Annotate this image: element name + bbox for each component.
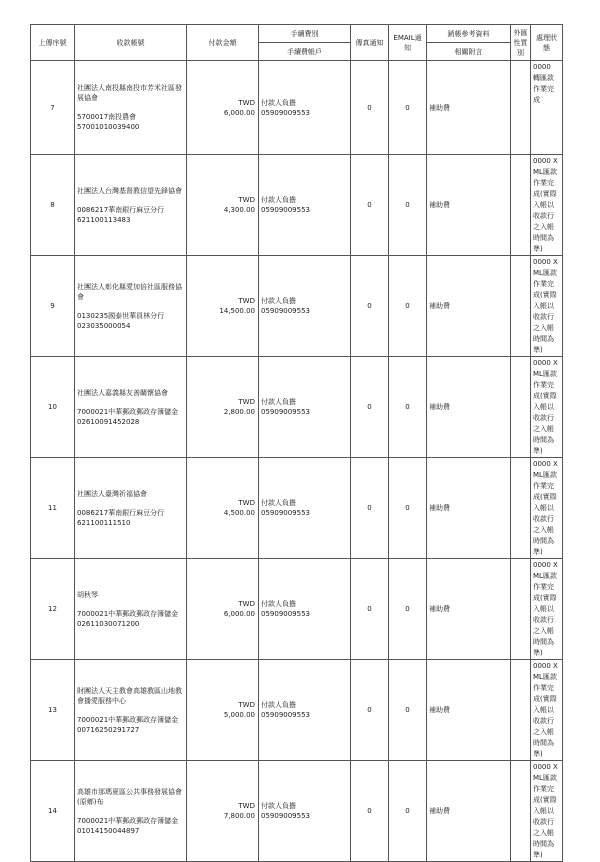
- row-ref: 補助費: [427, 761, 511, 862]
- row-fax: 0: [351, 357, 389, 458]
- receiver-account: 0086217華南銀行麻豆分行 621100113483: [77, 205, 165, 224]
- row-fee: 付款人負擔 05909009553: [259, 256, 351, 357]
- table-row: [31, 61, 563, 155]
- header-amount: 付款金額: [187, 25, 259, 61]
- row-foreign: [511, 155, 531, 256]
- table-row: [31, 660, 563, 761]
- row-seq: 14: [31, 761, 75, 862]
- remittance-table: [30, 24, 563, 862]
- table-body: [31, 61, 563, 862]
- table-header-row: [31, 25, 563, 61]
- row-receiver: [75, 458, 187, 559]
- header-ref: [427, 25, 511, 61]
- table-row: [31, 458, 563, 559]
- row-status: 0000 XML匯款作業完成(實際入帳以收款行之入帳時間為準): [531, 155, 563, 256]
- row-ref: 補助費: [427, 458, 511, 559]
- row-amount: TWD 6,000.00: [187, 559, 259, 660]
- receiver-account: 7000021中華郵政郵政存簿儲金 02611030071200: [77, 609, 179, 628]
- header-foreign: 外匯性質別: [511, 25, 531, 61]
- row-email: 0: [389, 660, 427, 761]
- row-email: 0: [389, 256, 427, 357]
- receiver-name: 社團法人南投縣南投市芳米社區發展協會: [77, 84, 182, 102]
- row-email: 0: [389, 155, 427, 256]
- row-amount: TWD 4,500.00: [187, 458, 259, 559]
- row-email: 0: [389, 61, 427, 155]
- row-ref: 補助費: [427, 256, 511, 357]
- row-email: 0: [389, 458, 427, 559]
- receiver-name: 胡秋琴: [77, 590, 98, 599]
- remittance-report-page: [30, 24, 562, 862]
- row-fee: 付款人負擔 05909009553: [259, 155, 351, 256]
- row-fax: 0: [351, 61, 389, 155]
- row-status: 0000 轉匯款作業完成: [531, 61, 563, 155]
- row-email: 0: [389, 357, 427, 458]
- header-status: 處理狀態: [531, 25, 563, 61]
- row-foreign: [511, 458, 531, 559]
- receiver-name: 社團法人彰化縣愛加倍社區服務協會: [77, 282, 182, 301]
- row-fax: 0: [351, 660, 389, 761]
- row-amount: TWD 7,800.00: [187, 761, 259, 862]
- row-status: 0000 XML匯款作業完成(實際入帳以收款行之入帳時間為準): [531, 660, 563, 761]
- header-ref-data: 銷帳參考資料: [427, 25, 510, 43]
- header-receiver: 收款帳號: [75, 25, 187, 61]
- header-email: EMAIL通知: [389, 25, 427, 61]
- receiver-account: 7000021中華郵政郵政存簿儲金 02610091452028: [77, 407, 179, 426]
- row-amount: TWD 14,500.00: [187, 256, 259, 357]
- receiver-account: 7000021中華郵政郵政存簿儲金 01014150044897: [77, 816, 179, 835]
- row-foreign: [511, 61, 531, 155]
- row-fax: 0: [351, 458, 389, 559]
- row-status: 0000 XML匯款作業完成(實際入帳以收款行之入帳時間為準): [531, 559, 563, 660]
- row-fax: 0: [351, 559, 389, 660]
- table-row: [31, 761, 563, 862]
- header-fax: 傳真通知: [351, 25, 389, 61]
- row-fee: 付款人負擔 05909009553: [259, 660, 351, 761]
- receiver-account: 7000021中華郵政郵政存簿儲金 00716250291727: [77, 715, 179, 734]
- row-seq: 8: [31, 155, 75, 256]
- row-fee: 付款人負擔 05909009553: [259, 458, 351, 559]
- row-seq: 13: [31, 660, 75, 761]
- row-ref: 補助費: [427, 660, 511, 761]
- row-amount: TWD 4,300.00: [187, 155, 259, 256]
- row-fee: 付款人負擔 05909009553: [259, 357, 351, 458]
- receiver-name: 高雄市那瑪夏區公共事務發展協會(原鄉)布: [77, 787, 182, 806]
- header-fee: [259, 25, 351, 61]
- row-seq: 11: [31, 458, 75, 559]
- row-status: 0000 XML匯款作業完成(實際入帳以收款行之入帳時間為準): [531, 256, 563, 357]
- header-ref-note: 相關附言: [454, 47, 483, 56]
- row-fee: 付款人負擔 05909009553: [259, 61, 351, 155]
- table-row: [31, 357, 563, 458]
- receiver-name: 社團法人臺灣祈福協會: [77, 489, 147, 498]
- receiver-account: 0130235國泰世華員林分行 023035000054: [77, 311, 165, 330]
- row-amount: TWD 5,000.00: [187, 660, 259, 761]
- receiver-account: 5700017南投農會 57001010039400: [77, 113, 140, 131]
- row-ref: 補助費: [427, 61, 511, 155]
- header-fee-type: 手續費別: [259, 25, 350, 43]
- receiver-account: 0086217華南銀行麻豆分行 621100111510: [77, 508, 165, 527]
- row-seq: 9: [31, 256, 75, 357]
- row-receiver: [75, 559, 187, 660]
- row-receiver: [75, 256, 187, 357]
- receiver-name: 社團法人台灣基督教信望先鋒協會: [77, 186, 182, 195]
- row-fax: 0: [351, 256, 389, 357]
- row-fee: 付款人負擔 05909009553: [259, 559, 351, 660]
- row-email: 0: [389, 559, 427, 660]
- row-fee: 付款人負擔 05909009553: [259, 761, 351, 862]
- row-receiver: [75, 155, 187, 256]
- row-foreign: [511, 256, 531, 357]
- row-foreign: [511, 660, 531, 761]
- row-receiver: [75, 61, 187, 155]
- row-ref: 補助費: [427, 155, 511, 256]
- row-receiver: [75, 660, 187, 761]
- row-seq: 7: [31, 61, 75, 155]
- header-seq: 上傳序號: [31, 25, 75, 61]
- table-row: [31, 256, 563, 357]
- row-status: 0000 XML匯款作業完成(實際入帳以收款行之入帳時間為準): [531, 761, 563, 862]
- row-foreign: [511, 559, 531, 660]
- row-amount: TWD 6,000.00: [187, 61, 259, 155]
- receiver-name: 財團法人天主教會高雄教區山地教會播愛服務中心: [77, 686, 182, 705]
- row-foreign: [511, 357, 531, 458]
- row-status: 0000 XML匯款作業完成(實際入帳以收款行之入帳時間為準): [531, 458, 563, 559]
- table-row: [31, 559, 563, 660]
- row-fax: 0: [351, 761, 389, 862]
- row-status: 0000 XML匯款作業完成(實際入帳以收款行之入帳時間為準): [531, 357, 563, 458]
- row-ref: 補助費: [427, 559, 511, 660]
- row-seq: 12: [31, 559, 75, 660]
- table-row: [31, 155, 563, 256]
- row-receiver: [75, 357, 187, 458]
- row-ref: 補助費: [427, 357, 511, 458]
- row-seq: 10: [31, 357, 75, 458]
- row-foreign: [511, 761, 531, 862]
- row-amount: TWD 2,800.00: [187, 357, 259, 458]
- row-receiver: [75, 761, 187, 862]
- header-fee-account: 手續費帳戶: [287, 47, 322, 56]
- receiver-name: 社團法人嘉義縣友善關懷協會: [77, 388, 168, 397]
- row-email: 0: [389, 761, 427, 862]
- row-fax: 0: [351, 155, 389, 256]
